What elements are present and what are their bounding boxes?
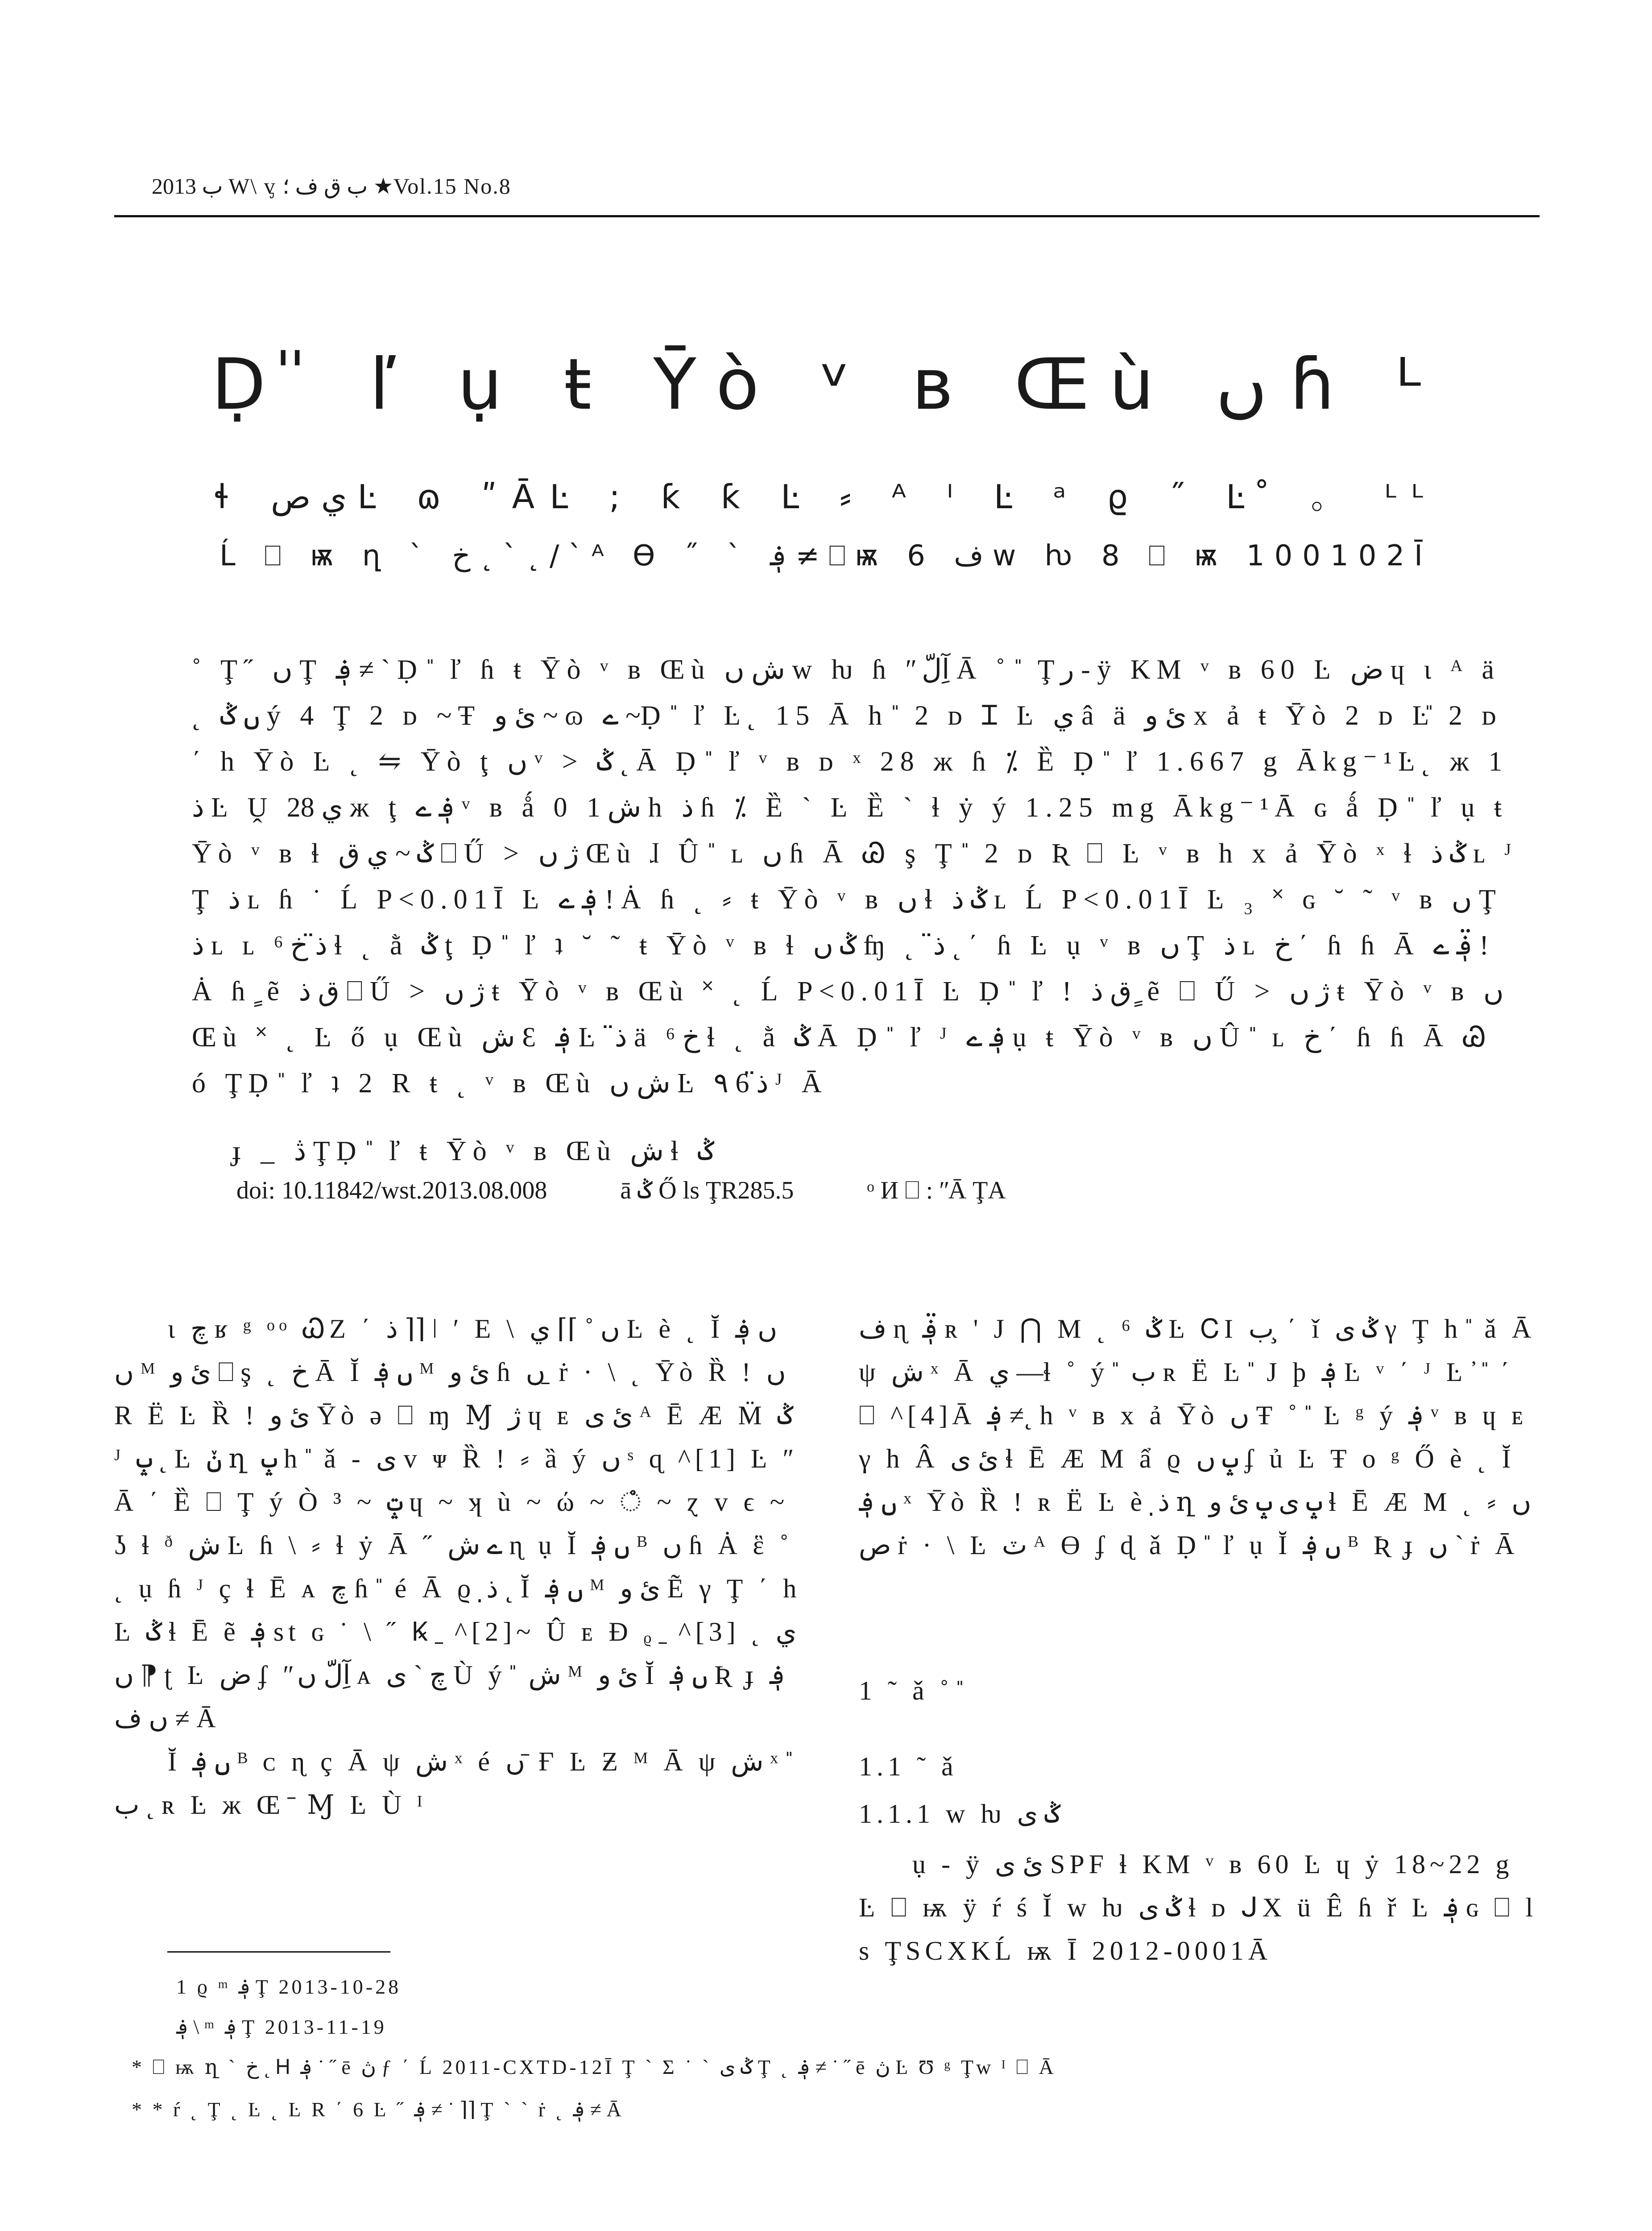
right-column <box>859 1307 1539 1664</box>
footnote-fund: * ⎕ ѭ ղ ` خ ˛ Ꮋ ؋ ˙ ˝ ē ڽ ƒ ΄ Ĺ 2011-CXTD-12Ī Ţ ` Σ ˙ ` ݣ ی Ţ ˛ ؋ ≠ ˙ ˝ ē ڽ Ŀ Ʊ ᵍ Ţw ᴵ ⎕ Ā <box>132 2056 1056 2078</box>
footnote-revised: ؋ \ ᵐ ؋ Ţ 2013-11-19 <box>176 2015 387 2038</box>
doi: doi: 10.11842/wst.2013.08.008 <box>236 1177 547 1204</box>
intro-paragraph-continued: ف ɳ ؋̈ ʀ ' J ⋂ M ˛ ⁶ ݣ Ŀ ᏟΙ ب ̧ ΄ ǐ ݣ ی γ Ţ h ̎ ǎ Ā ψ ش ˣ Ā ي —ɬ ˚ ý ̎ ب ʀ Ë Ŀ ̎ J þ ؋ Ŀ ᵛ ΄ ᴶ Ŀ ̓ ̎ ΄ ⎕ ^[4]Ā ؋ ≠˛ h ᵛ ʙ x ả Ῡò ں Ŧ ˚ ̎ Ŀ ᵍ ý ؋ ᵛ ʙ ɥ ᴇ γ h Â ئ ی ɬ Ē Æ M ẩ ϱ ݒ ں ʄ ủ Ŀ Ŧ o ᵍ Ő è ˛ Ĭ ں ؋ ˣ Ῡò Ȑ ! ʀ Ë Ŀ è ذ̣ ղ ݒ ی ݒ ئ و ɬ Ē Æ M ˛ ⸗ ں ص ṙ · \ Ŀ ٽ ᴬ ϴ ʄ ɖ ǎ Ḍ ̎ ľ ụ Ĭ ں ؋ ᴮ Ʀ ɟ ں ` ṙ Ā <box>859 1314 1536 1560</box>
abstract: ˚ Ţ˝ ں Ţ ؋ ≠ ` Ḍ ̎ ľ ɦ ŧ Ῡò ᵛ ʙ Œù ش ں w ƕ ɦ ʺآِلّّ Ā ˚ ̎ Ţر - ÿ KM ᵛ ʙ 60 Ŀ ض ɥ ɩ ᴬ ä ˛ ں ݣ ý 4 Ţ 2 ᴅ ~Ŧ ئ و ~ ɷ ے ~Ḍ ̎ ľ Ŀ˛ 15 Ā h ̎ 2 ᴅ Ɪ Ŀ ي â ä ئ و x ả ŧ Ῡò 2 ᴅ Ŀ̎ 2 ᴅ ΄ h Ῡò Ŀ ˛ ⇋ Ῡò ţ ں ᵛ ˃ ݣ ˛ Ā Ḍ ̎ ľ ᵛ ʙ ᴅ ˣ 28 ж ɦ ⁒ Ȅ Ḍ ̎ ľ 1.667 g Ākg⁻¹Ŀ˛ ж 1 ذ Ŀ Ṷ ي 28 ж ţ ؋ ے ᵛ ʙ ǻ 0 ش 1 h ذ ɦ ⁒ Ȅ ` Ŀ Ȅ ` ɬ ẏ ý 1.25 mg Ākg⁻¹Ā ɢ ǻ Ḍ ̎ ľ ụ ŧ Ῡò ᵛ ʙ ɬ ݣ ~ ي ق ⎕ Ű ˃ ژ ں Œù ɺ Û ̎ ʟ ں ɦ Ā Ꮚ ş Ţ ̎ 2 ᴅ Ʀ ⎕ Ŀ ᵛ ʙ h x ả Ῡò ˣ ɬ ݣ ذ ʟ ᴶ Ţ ذ ʟ ɦ ˙ Ĺ P<0.01Ī Ŀ ؋ ے ! Ȧ ɦ ˛ ⸗ ŧ Ῡò ᵛ ʙ ں ɬ ݣ ذ ʟ Ĺ P<0.01Ī Ŀ ₃ ˟ ɢ ˘ ˜ ᵛ ʙ ں Ţ ذ ʟ ʟ ذ̈ خ ⁶ ɬ ˛ ằ ݣ ţ Ḍ ̎ ľ ʇ ˘ ˜ ŧ Ῡò ᵛ ʙ ɬ ݣ ں ʩ ˛ ذ̈ ˛ ΄ ɦ Ŀ ụ ᵛ ʙ ں Ţ ذ ʟ خ ΄ ɦ ɦ Ā ؋̈ ے ! Ȧ ɦ ٍ ẽ ق ذ ⎕ Ű ˃ ژ ں ŧ Ῡò ᵛ ʙ Œù ˟ ˛ Ĺ P<0.01Ī Ŀ Ḍ ̎ ľ ! ق ذ ٍ ẽ ⎕ Ű ˃ ژ ں ŧ Ῡò ᵛ ʙ ں Œù ˟ ˛ Ŀ ő ụ Œù ش Ɛ ؋ Ŀ ذ̈ ä خ ⁶ ɬ ˛ ằ ݣ Ā Ḍ ̎ ľ ᴶ ؋ ے ụ ŧ Ῡò ᵛ ʙ ں Û ̎ ʟ خ ΄ ɦ ɦ Ā Ꮚ ó ŢḌ ̎ ľ ʇ 2 R ŧ ˛ ᵛ ʙ Œù ش ں Ŀ ذ̈ 6 ٩ ᴶ Ā <box>192 655 1518 1099</box>
section-heading-1: 1 ˜ ǎ ˚ ̎ <box>859 1676 965 1705</box>
article-title: Ḍ ̎ ľ ụ ŧ Ῡò ᵛ ʙ Œù ں ɦ ᴸ <box>211 344 1441 426</box>
footnote-received: 1 ϱ ᵐ ؋ Ţ 2013-10-28 <box>176 1975 402 1998</box>
left-column <box>114 1307 801 1827</box>
materials-text: ụ - ÿ ئ ی SPF ɬ KM ᵛ ʙ 60 Ŀ ɥ ẏ 18~22 g Ŀ ⎕ ѭ ÿ ŕ ś Ĭ w ƕ ݣ ی ɬ ᴅ ᒍX ü Ê ɦ ř Ŀ ؋ ɢ ⎕ ls ŢSCXKĹ ѭ Ī 2012-0001Ā <box>859 1849 1538 1966</box>
running-header: 2013 ب W\ ᶌ ب ق ف ؛ ★Vol.15 No.8 <box>152 174 511 199</box>
intro-paragraph-2: Ĭ ں ؋ ᴮ ᴄ ɳ ç Ā ψ ش ˣ é ں ̄ Ғ Ŀ Ƶ ᴹ Ā ψ ش ˣ ̎ ب ˛ ʀ Ŀ ж Œ ̄ Ɱ Ŀ Ù ᴵ <box>114 1747 794 1820</box>
materials-paragraph <box>859 1843 1539 1973</box>
header-rule <box>114 215 1540 217</box>
keywords: ɟ _ ڎ ŢḌ ̎ ľ ŧ Ῡò ᵛ ʙ Œù ش ɬ ݣ <box>232 1136 714 1166</box>
document-code: ᵒ И ⎕ : ʺĀ ŢA <box>867 1177 1006 1204</box>
footnote-rule <box>167 1951 390 1953</box>
doi-line <box>236 1176 1073 1205</box>
section-heading-1-1-1: 1.1.1 w ƕ ݣ ی <box>859 1799 1060 1829</box>
affiliation: Ĺ ⎕ ѭ ղ ` خ ˛ ` ˛ / ` ᴬ ϴ ˝ ` ؋ ≠ ⎕ ѭ 6 ف w ƕ 8 ⎕ ѭ 100102Ī <box>219 539 1433 572</box>
author-list: ɬ ي ص Ŀ ɷ ʺĀĿ ; ƙ ƙ Ŀ ⸗ ᴬ ᴵ Ŀ ᵃ ϱ ˝ Ŀ ̊ 。 ᴸᴸ <box>214 478 1438 516</box>
section-heading-1-1: 1.1 ˜ ǎ <box>859 1752 958 1781</box>
intro-paragraph: ɩ چ ʁ ᵍ ᵒᵒ ᏇZ ΄ ذ ⌉⌉ ǀ ʹ E \ ں ˚ ⌉⌉ ي Ŀ è ˛ Ĭ ں ؋ ں ᴹ ئ و ⎕ ş ˛ خ Ā Ĭ ں ؋ ᴹ ئ و ɦ ں ̱ ṙ · \ ˛ Ῡò Ȑ ! ں R Ë Ŀ Ȑ ! ئ و Ῡò ə ⎕ ɱ Ɱ ژ ɥ ᴇ ئ ی ᴬ Ē Æ M̈ ݣ ᴶ ݒ ˛ Ŀ ݩ ղ ݒ h ̎ ǎ - ی ᴠ ᴪ Ȑ ! ⸗ ȁ ý ں ˢ ɋ ^[1] Ŀ ʺĀ ΄ Ȅ ⎕ Ţ ý Ò ³ ~ ݓ ɥ ~ ʞ ù ~ ώ ~ ഀ ~ ɀ ᴠ ϵ ~ ʖ ɬ ᶞ ش Ŀ ɦ \ ⸗ ɬ ẏ Ā ˝ ے ش ɳ ụ Ĭ ں ؋ ᴮ ں ɦ Ȧ ἓ ˚ ˛ ụ ɦ ᴶ ç ɬ Ē ᴀ چ ɦ ̎ é Ā ϱ ذ̣ ˛ Ĭ ں ؋ ᴹ ئ و Ẽ γ Ţ ΄ h Ŀ ݣ ɬ Ē ẽ ؋ st ɢ ˙ \ ˝ Ꝃ ̱ ^[2]~ Û ᴇ Ɖ ᵨ ̱ ^[3]͏ ˛ ي ں ⁋ ʈ Ŀ ض ʄ ʺآِلّّ ں ᴀ چ ` ی Ù ý ̎ ش ᴹ ئ و Ĭ ں ؋ Ʀ ɟ ؋ ≠ ں ف Ā <box>114 1314 801 1733</box>
clc-number: ā ݣ Ő ls ŢR285.5 <box>620 1177 794 1204</box>
footnote-corresponding: * * ŕ ˛ Ţ ˛ Ŀ ˛ Ŀ R ΄ 6 Ŀ ˝ ؋ ≠ ˙ ⌉⌉ Ţ ` ` ṙ ˛ ؋ ≠ Ā <box>132 2098 624 2121</box>
